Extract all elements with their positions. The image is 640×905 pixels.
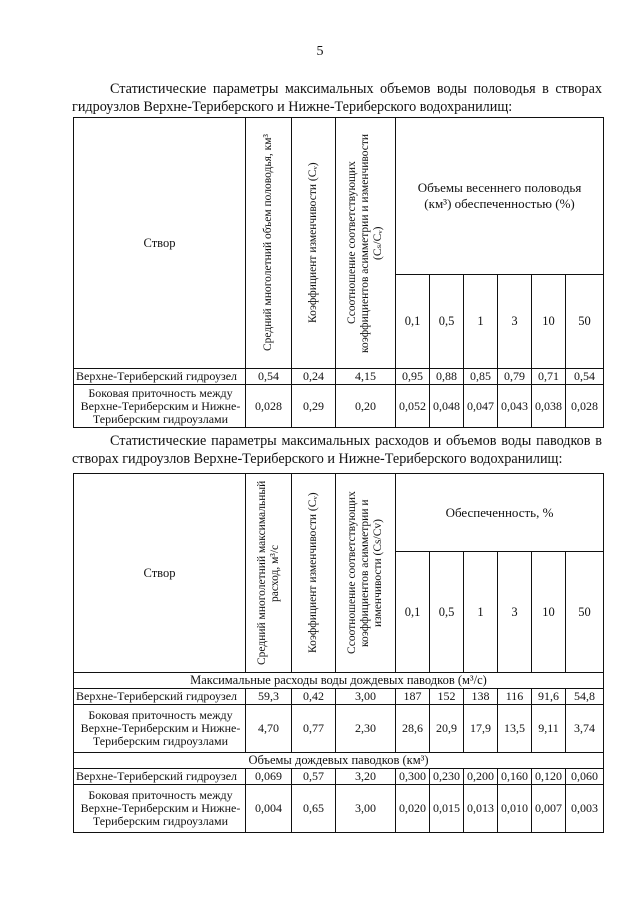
cell-value: 0,060 — [566, 769, 604, 785]
header-stvor: Створ — [74, 118, 246, 369]
cell-ratio: 4,15 — [336, 369, 396, 385]
table1-caption: Статистические параметры максимальных объемов воды половодья в створах гидроузлов Верхне-Териберского и Нижне-Териберского водохранилищ: — [72, 81, 602, 115]
cell-value: 187 — [396, 689, 430, 705]
cell-ratio: 3,00 — [336, 689, 396, 705]
cell-cv: 0,42 — [292, 689, 336, 705]
cell-value: 0,047 — [464, 385, 498, 428]
row-name: Боковая приточность между Верхне-Териберским и Нижне-Териберским гидроузлами — [74, 785, 246, 833]
cell-cv: 0,77 — [292, 705, 336, 753]
cell-value: 0,88 — [430, 369, 464, 385]
table-rain-floods — [73, 473, 604, 833]
cell-value: 13,5 — [498, 705, 532, 753]
cell-cv: 0,65 — [292, 785, 336, 833]
cell-value: 0,54 — [566, 369, 604, 385]
cell-value: 0,230 — [430, 769, 464, 785]
header-p: 10 — [532, 552, 566, 673]
cell-value: 54,8 — [566, 689, 604, 705]
table-row — [74, 385, 604, 428]
header-ratio: Ссоотношение соответствующих коэффициентов асимметрии и изменчивости (Cₛ/Cᵥ) — [336, 118, 396, 369]
table-row — [74, 769, 604, 785]
cell-mean: 0,028 — [246, 385, 292, 428]
header-group: Обеспеченность, % — [396, 474, 604, 552]
table-spring-flood-volumes — [73, 117, 604, 428]
page-number: 5 — [316, 44, 324, 59]
table-row — [74, 705, 604, 753]
table2-caption: Статистические параметры максимальных расходов и объемов воды паводков в створах гидроузлов Верхне-Териберского и Нижне-Териберского водохранилищ: — [72, 433, 602, 467]
cell-value: 0,300 — [396, 769, 430, 785]
cell-value: 0,015 — [430, 785, 464, 833]
table-row — [74, 785, 604, 833]
header-mean: Средний многолетний объем половодья, км³ — [246, 118, 292, 369]
header-p: 0,5 — [430, 552, 464, 673]
cell-ratio: 3,20 — [336, 769, 396, 785]
cell-value: 0,160 — [498, 769, 532, 785]
header-cv: Коэффициент изменчивости (Cᵥ) — [292, 474, 336, 673]
cell-cv: 0,29 — [292, 385, 336, 428]
table-row — [74, 369, 604, 385]
header-p: 3 — [498, 275, 532, 369]
cell-cv: 0,24 — [292, 369, 336, 385]
cell-value: 17,9 — [464, 705, 498, 753]
header-stvor: Створ — [74, 474, 246, 673]
row-name: Верхне-Териберский гидроузел — [74, 369, 246, 385]
cell-value: 0,028 — [566, 385, 604, 428]
row-name: Верхне-Териберский гидроузел — [74, 689, 246, 705]
row-name: Верхне-Териберский гидроузел — [74, 769, 246, 785]
cell-mean: 0,069 — [246, 769, 292, 785]
cell-mean: 4,70 — [246, 705, 292, 753]
cell-value: 0,010 — [498, 785, 532, 833]
section-title: Максимальные расходы воды дождевых паводков (м³/с) — [74, 673, 604, 689]
cell-value: 0,79 — [498, 369, 532, 385]
cell-mean: 0,54 — [246, 369, 292, 385]
row-name: Боковая приточность между Верхне-Териберским и Нижне-Териберским гидроузлами — [74, 705, 246, 753]
cell-value: 0,048 — [430, 385, 464, 428]
cell-value: 0,007 — [532, 785, 566, 833]
table-row — [74, 689, 604, 705]
cell-value: 116 — [498, 689, 532, 705]
cell-value: 0,120 — [532, 769, 566, 785]
cell-value: 9,11 — [532, 705, 566, 753]
header-group: Объемы весеннего половодья (км³) обеспеченностью (%) — [396, 118, 604, 275]
cell-value: 138 — [464, 689, 498, 705]
cell-ratio: 3,00 — [336, 785, 396, 833]
cell-value: 3,74 — [566, 705, 604, 753]
row-name: Боковая приточность между Верхне-Териберским и Нижне-Териберским гидроузлами — [74, 385, 246, 428]
header-p: 0,5 — [430, 275, 464, 369]
cell-value: 0,052 — [396, 385, 430, 428]
section-title: Объемы дождевых паводков (км³) — [74, 753, 604, 769]
cell-value: 91,6 — [532, 689, 566, 705]
header-p: 50 — [566, 552, 604, 673]
header-cv: Коэффициент изменчивости (Cᵥ) — [292, 118, 336, 369]
cell-value: 0,020 — [396, 785, 430, 833]
cell-value: 28,6 — [396, 705, 430, 753]
header-p: 1 — [464, 275, 498, 369]
cell-ratio: 0,20 — [336, 385, 396, 428]
header-p: 50 — [566, 275, 604, 369]
header-p: 1 — [464, 552, 498, 673]
header-p: 0,1 — [396, 552, 430, 673]
cell-value: 0,013 — [464, 785, 498, 833]
cell-value: 0,85 — [464, 369, 498, 385]
cell-value: 0,003 — [566, 785, 604, 833]
header-mean: Средний многолетний максимальный расход, м³/с — [246, 474, 292, 673]
cell-value: 0,71 — [532, 369, 566, 385]
header-p: 3 — [498, 552, 532, 673]
cell-value: 152 — [430, 689, 464, 705]
cell-value: 0,043 — [498, 385, 532, 428]
cell-value: 0,95 — [396, 369, 430, 385]
cell-value: 0,200 — [464, 769, 498, 785]
cell-cv: 0,57 — [292, 769, 336, 785]
header-p: 10 — [532, 275, 566, 369]
cell-value: 0,038 — [532, 385, 566, 428]
header-p: 0,1 — [396, 275, 430, 369]
cell-value: 20,9 — [430, 705, 464, 753]
header-ratio: Ссоотношение соответствующих коэффициентов асимметрии и изменчивости (Cs/Cv) — [336, 474, 396, 673]
cell-mean: 0,004 — [246, 785, 292, 833]
cell-mean: 59,3 — [246, 689, 292, 705]
cell-ratio: 2,30 — [336, 705, 396, 753]
